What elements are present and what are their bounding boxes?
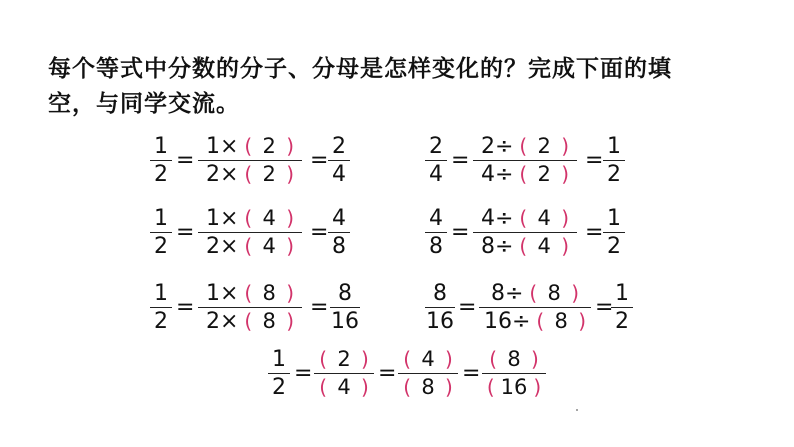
- answer-blank[interactable]: 4: [421, 347, 435, 371]
- answer-blank[interactable]: 4: [262, 206, 276, 230]
- fraction-left: 8 16: [426, 281, 454, 334]
- question-text: [48, 52, 788, 122]
- fraction-divide: 8 ÷ ( 8 ) 16 ÷ ( 8 ): [479, 280, 591, 336]
- equals-sign: =: [595, 295, 614, 320]
- fraction-result: 1 2: [603, 133, 625, 189]
- fraction-one-half: 1 2: [150, 133, 172, 189]
- answer-blank[interactable]: 2: [262, 134, 276, 158]
- equation-chain: [268, 346, 558, 402]
- fraction-result: 4 8: [328, 205, 350, 261]
- answer-blank[interactable]: 2: [337, 347, 351, 371]
- equation-r1-right: [425, 133, 635, 189]
- equals-sign: =: [310, 220, 329, 245]
- fraction-result: 1 2: [603, 205, 625, 261]
- equals-sign: =: [176, 148, 195, 173]
- answer-blank[interactable]: 8: [547, 281, 561, 305]
- fraction-one-half: 1 2: [150, 280, 172, 336]
- question-line-1: 每个等式中分数的分子、分母是怎样变化的？完成下面的填: [48, 56, 672, 82]
- answer-blank[interactable]: 4: [537, 206, 551, 230]
- answer-blank[interactable]: 8: [554, 309, 568, 333]
- equation-r3-left: [150, 280, 370, 336]
- equals-sign: =: [451, 220, 470, 245]
- fraction-divide: 4 ÷ ( 4 ) 8 ÷ ( 4 ): [473, 205, 577, 261]
- fraction-blank-1: ( 2 ) ( 4 ): [314, 346, 374, 402]
- equals-sign: =: [378, 361, 397, 386]
- answer-blank[interactable]: 16: [500, 375, 528, 399]
- fraction-result: 8 16: [331, 281, 359, 334]
- answer-blank[interactable]: 8: [507, 347, 521, 371]
- fraction-one-half: 1 2: [150, 205, 172, 261]
- equation-r2-right: [425, 205, 635, 261]
- answer-blank[interactable]: 4: [262, 234, 276, 258]
- equals-sign: =: [310, 148, 329, 173]
- equals-sign: =: [294, 361, 313, 386]
- answer-blank[interactable]: 8: [262, 309, 276, 333]
- fraction-result: 1 2: [611, 280, 633, 336]
- equals-sign: =: [585, 148, 604, 173]
- answer-blank[interactable]: 8: [262, 281, 276, 305]
- fraction-left: 4 8: [425, 205, 447, 261]
- fraction-multiply: 1 × ( 2 ) 2 × ( 2 ): [198, 133, 302, 189]
- question-line-2: 空，与同学交流。: [48, 91, 240, 117]
- answer-blank[interactable]: 4: [537, 234, 551, 258]
- equals-sign: =: [462, 361, 481, 386]
- answer-blank[interactable]: 4: [337, 375, 351, 399]
- equals-sign: =: [451, 148, 470, 173]
- equals-sign: =: [310, 295, 329, 320]
- equation-r3-right: [425, 280, 640, 336]
- equation-r2-left: [150, 205, 360, 261]
- answer-blank[interactable]: 2: [262, 162, 276, 186]
- fraction-multiply: 1 × ( 8 ) 2 × ( 8 ): [198, 280, 302, 336]
- fraction-blank-2: ( 4 ) ( 8 ): [398, 346, 458, 402]
- fraction-one-half: 1 2: [268, 346, 290, 402]
- fraction-left: 2 4: [425, 133, 447, 189]
- stray-dot: [576, 409, 578, 411]
- fraction-result: 2 4: [328, 133, 350, 189]
- equals-sign: =: [176, 220, 195, 245]
- answer-blank[interactable]: 8: [421, 375, 435, 399]
- equals-sign: =: [458, 295, 477, 320]
- equation-r1-left: [150, 133, 360, 189]
- equals-sign: =: [176, 295, 195, 320]
- fraction-multiply: 1 × ( 4 ) 2 × ( 4 ): [198, 205, 302, 261]
- answer-blank[interactable]: 2: [537, 134, 551, 158]
- answer-blank[interactable]: 2: [537, 162, 551, 186]
- fraction-blank-3: ( 8 ) ( 16 ): [482, 346, 546, 402]
- equals-sign: =: [585, 220, 604, 245]
- fraction-divide: 2 ÷ ( 2 ) 4 ÷ ( 2 ): [473, 133, 577, 189]
